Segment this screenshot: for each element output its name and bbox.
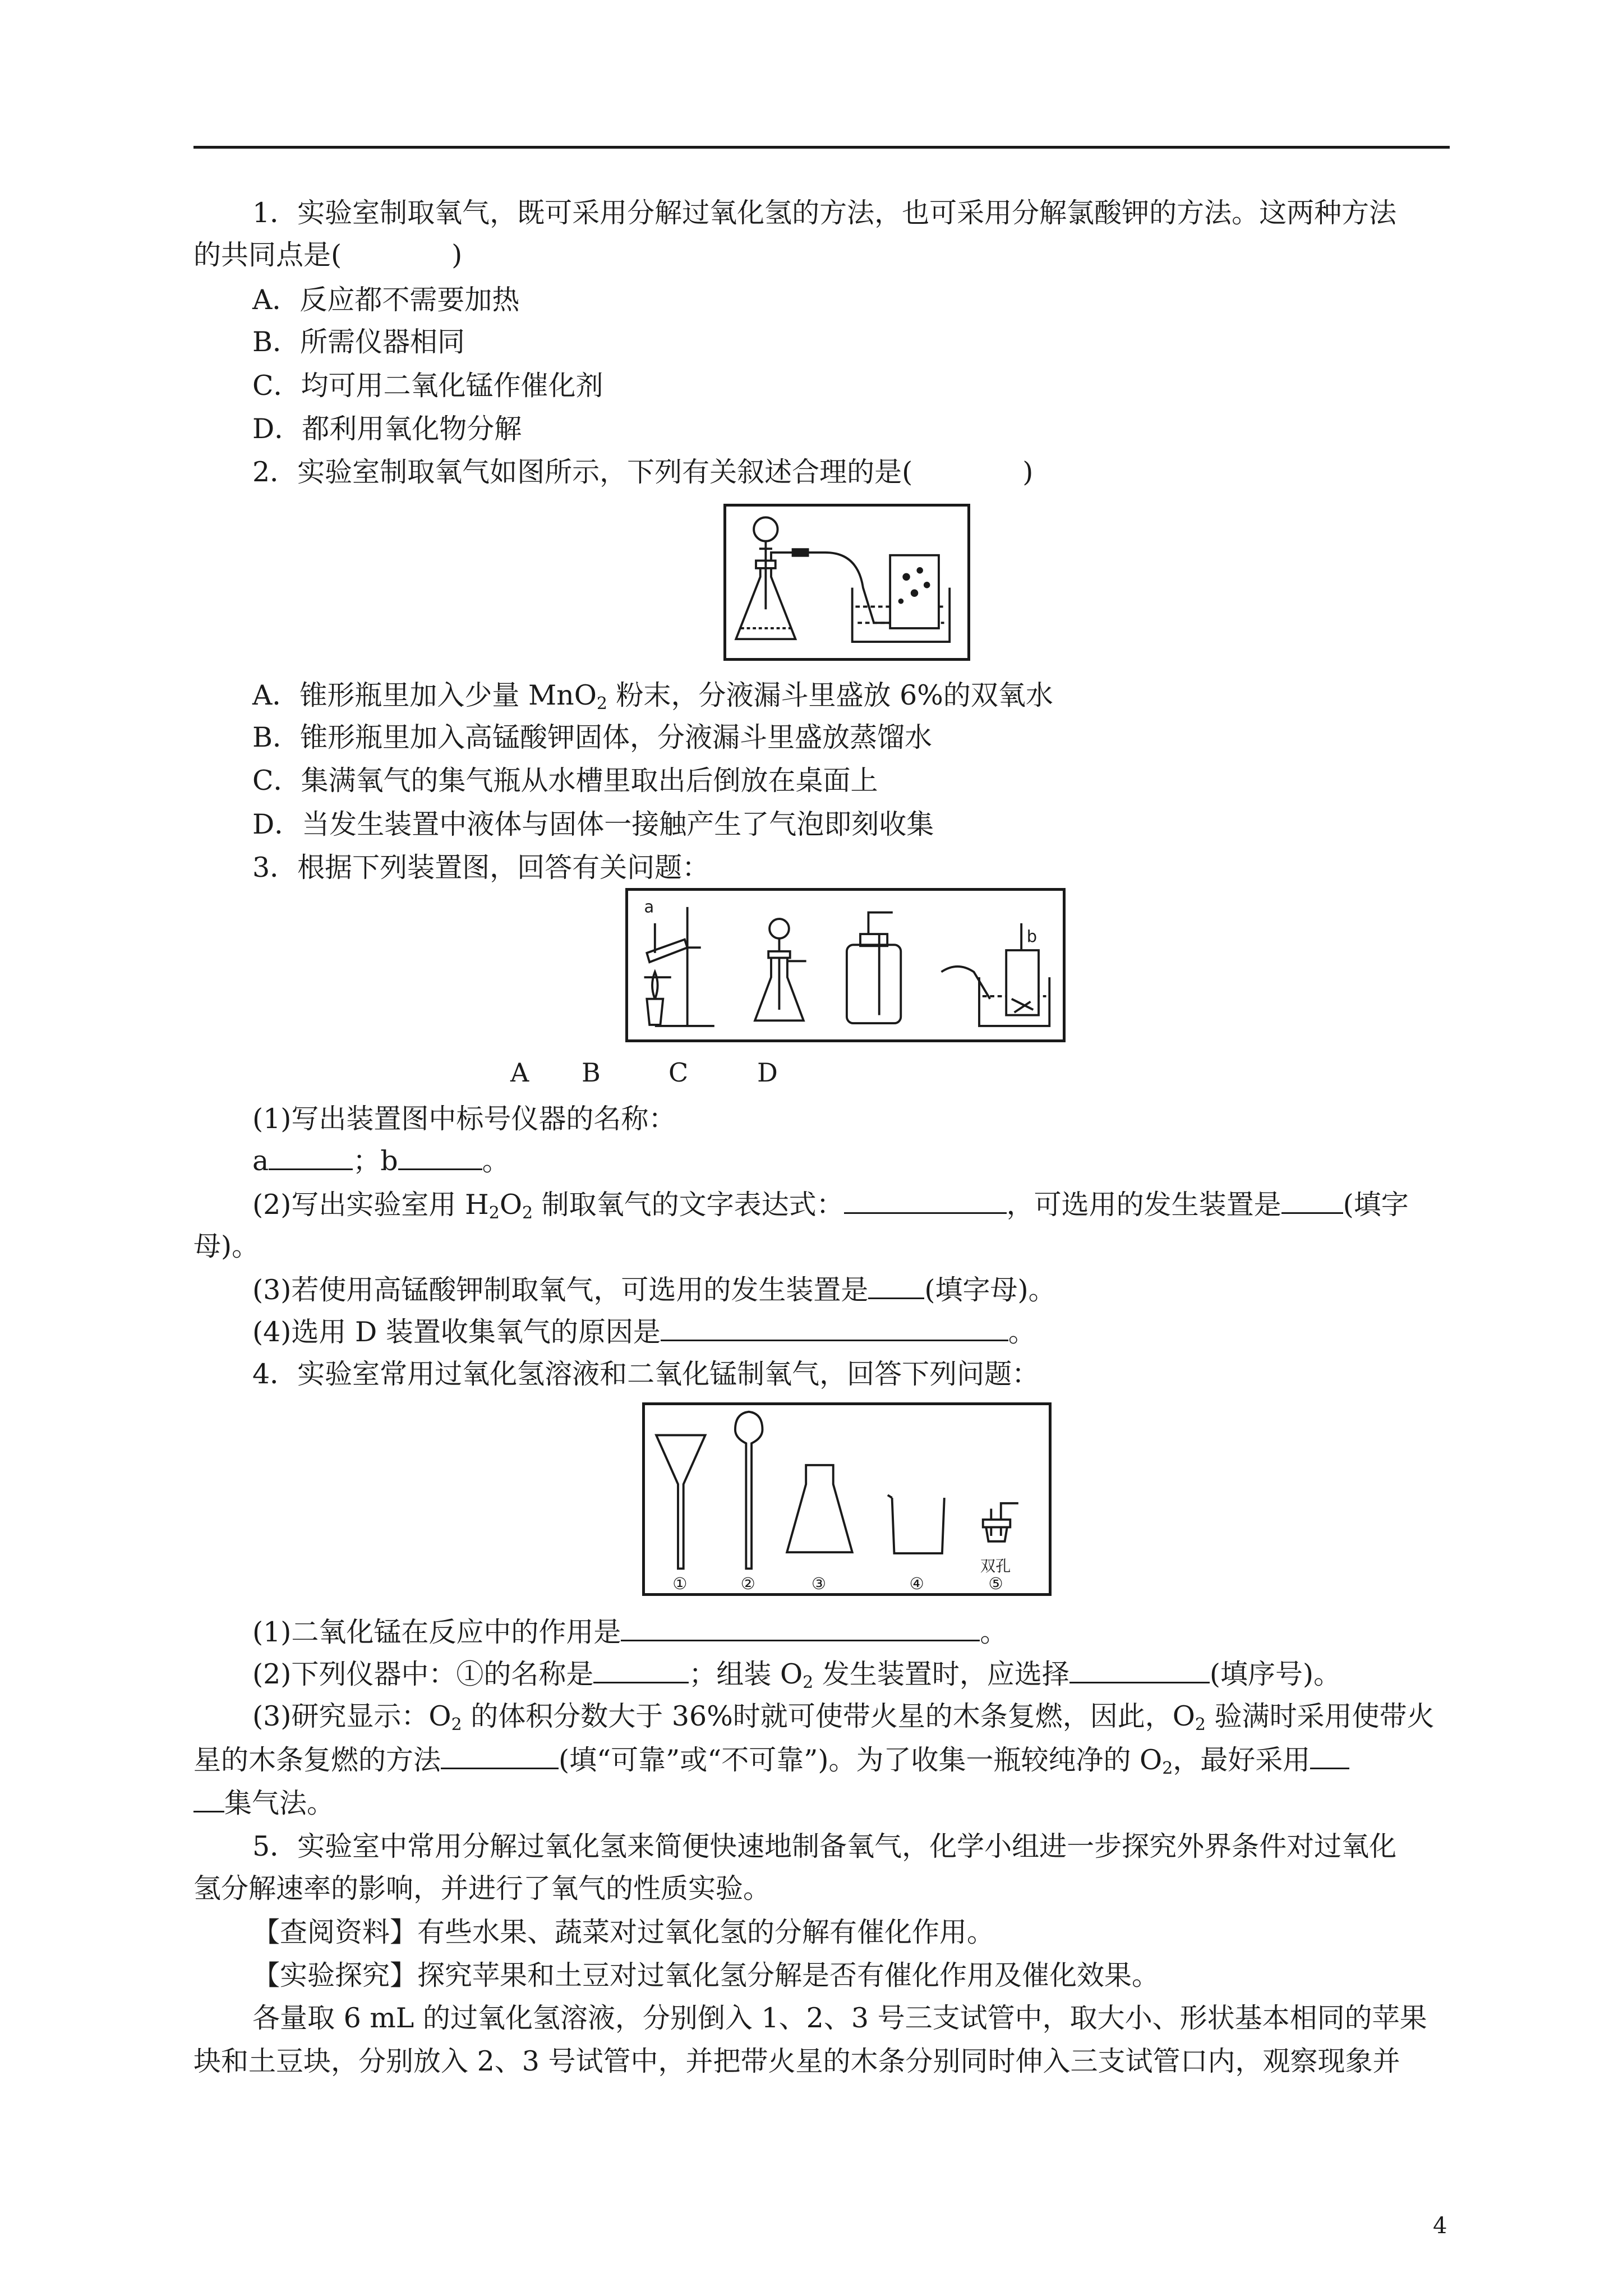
device-letter-d: D — [757, 1057, 778, 1088]
q2-stem: 2．实验室制取氧气如图所示，下列有关叙述合理的是( ) — [252, 456, 1034, 488]
q1-stem-line2: 的共同点是( ) — [193, 239, 463, 271]
q2-apparatus-figure — [723, 504, 970, 661]
blank-collection-method-part1[interactable] — [1310, 1747, 1349, 1769]
q2-option-d: D．当发生装置中液体与固体一接触产生了气泡即刻收集 — [252, 808, 934, 840]
q3-part4: (4)选用 D 装置收集氧气的原因是 。 — [252, 1316, 1036, 1348]
instrument-num-1: ① — [672, 1574, 688, 1593]
blank-mno2-role[interactable] — [621, 1619, 980, 1641]
fig-label-a: a — [644, 897, 654, 917]
oxygen-generation-apparatus-drawing — [726, 507, 967, 658]
q5-stem-line2: 氢分解速率的影响，并进行了氧气的性质实验。 — [193, 1872, 771, 1904]
blank-expression[interactable] — [844, 1192, 1007, 1214]
q1-option-b: B．所需仪器相同 — [252, 326, 465, 358]
fig-label-b: b — [1026, 927, 1038, 946]
instrument-num-3: ③ — [811, 1574, 827, 1593]
page-number: 4 — [1433, 2213, 1447, 2239]
blank-collection-method-part2[interactable] — [193, 1791, 224, 1812]
q5-body-line2: 块和土豆块，分别放入 2、3 号试管中，并把带火星的木条分别同时伸入三支试管口内，观察现象并 — [193, 2045, 1400, 2077]
blank-b[interactable] — [398, 1148, 482, 1170]
q4-part2: (2)下列仪器中：①的名称是 ；组装 $O_2$ 发生装置时，应选择 (填序号)。 — [252, 1658, 1341, 1692]
q4-stem: 4．实验室常用过氧化氢溶液和二氧化锰制氧气，回答下列问题： — [252, 1358, 1040, 1390]
q5-explore: 【实验探究】探究苹果和土豆对过氧化氢分解是否有催化作用及催化效果。 — [252, 1959, 1160, 1991]
q1-option-a: A．反应都不需要加热 — [252, 284, 520, 316]
q4-instruments-figure — [642, 1402, 1052, 1596]
q3-part1: (1)写出装置图中标号仪器的名称： — [252, 1103, 676, 1135]
q2-option-c: C．集满氧气的集气瓶从水槽里取出后倒放在桌面上 — [252, 765, 878, 797]
instrument-num-4: ④ — [909, 1574, 924, 1593]
blank-instrument-name[interactable] — [593, 1662, 689, 1683]
q4-instruments-drawing — [645, 1405, 1049, 1593]
q3-apparatus-figure — [625, 888, 1066, 1042]
header-rule — [193, 146, 1450, 149]
q4-part3-line2: 星的木条复燃的方法 (填“可靠”或“不可靠”)。为了收集一瓶较纯净的 $O_2$，最好采用 — [193, 1743, 1349, 1786]
device-letter-b: B — [582, 1057, 601, 1088]
device-letter-c: C — [668, 1057, 689, 1088]
blank-reason[interactable] — [661, 1319, 1008, 1341]
q5-stem-line1: 5．实验室中常用分解过氧化氢来简便快速地制备氧气，化学小组进一步探究外界条件对过氧化 — [252, 1830, 1397, 1862]
blank-instrument-select[interactable] — [1069, 1662, 1210, 1683]
blank-device-h2o2[interactable] — [1281, 1192, 1343, 1214]
q1-stem-line1: 1．实验室制取氧气，既可采用分解过氧化氢的方法，也可采用分解氯酸钾的方法。这两种方法 — [252, 197, 1397, 229]
q4-part1: (1)二氧化锰在反应中的作用是 。 — [252, 1616, 1008, 1648]
q3-part2-line2: 母)。 — [193, 1230, 260, 1262]
q2-option-a: A．锥形瓶里加入少量 MnO$_2$ 粉末，分液漏斗里盛放 6%的双氧水 — [252, 679, 1053, 714]
q5-body-line1: 各量取 6 mL 的过氧化氢溶液，分别倒入 1、2、3 号三支试管中，取大小、形状基本相同的苹果 — [252, 2002, 1427, 2034]
device-letter-a: A — [510, 1057, 529, 1088]
q3-part1-blanks: a ；b 。 — [252, 1145, 510, 1177]
q5-info: 【查阅资料】有些水果、蔬菜对过氧化氢的分解有催化作用。 — [252, 1916, 995, 1948]
q1-option-c: C．均可用二氧化锰作催化剂 — [252, 370, 603, 402]
q2-option-b: B．锥形瓶里加入高锰酸钾固体，分液漏斗里盛放蒸馏水 — [252, 721, 933, 753]
instrument-num-2: ② — [740, 1574, 755, 1593]
blank-a[interactable] — [269, 1148, 353, 1170]
blank-reliable[interactable] — [441, 1747, 559, 1769]
q1-option-d: D．都利用氧化物分解 — [252, 413, 522, 445]
blank-device-kmno4[interactable] — [868, 1277, 924, 1299]
q3-part3: (3)若使用高锰酸钾制取氧气，可选用的发生装置是 (填字母)。 — [252, 1274, 1056, 1306]
q4-part3-line1: (3)研究显示：$O_2$ 的体积分数大于 36%时就可使带火星的木条复燃，因此，$O_2$ 验满时采用使带火 — [252, 1700, 1435, 1734]
q3-part2: (2)写出实验室用 $H_2O_2$ 制取氧气的文字表达式： ，可选用的发生装置是 (填字 — [252, 1189, 1409, 1223]
q3-stem: 3．根据下列装置图，回答有关问题： — [252, 852, 710, 884]
stopper-label: 双孔 — [980, 1558, 1011, 1576]
instrument-num-5: ⑤ — [988, 1574, 1003, 1593]
q4-part3-line3: 集气法。 — [193, 1787, 334, 1820]
q3-devices-drawing — [628, 891, 1063, 1039]
